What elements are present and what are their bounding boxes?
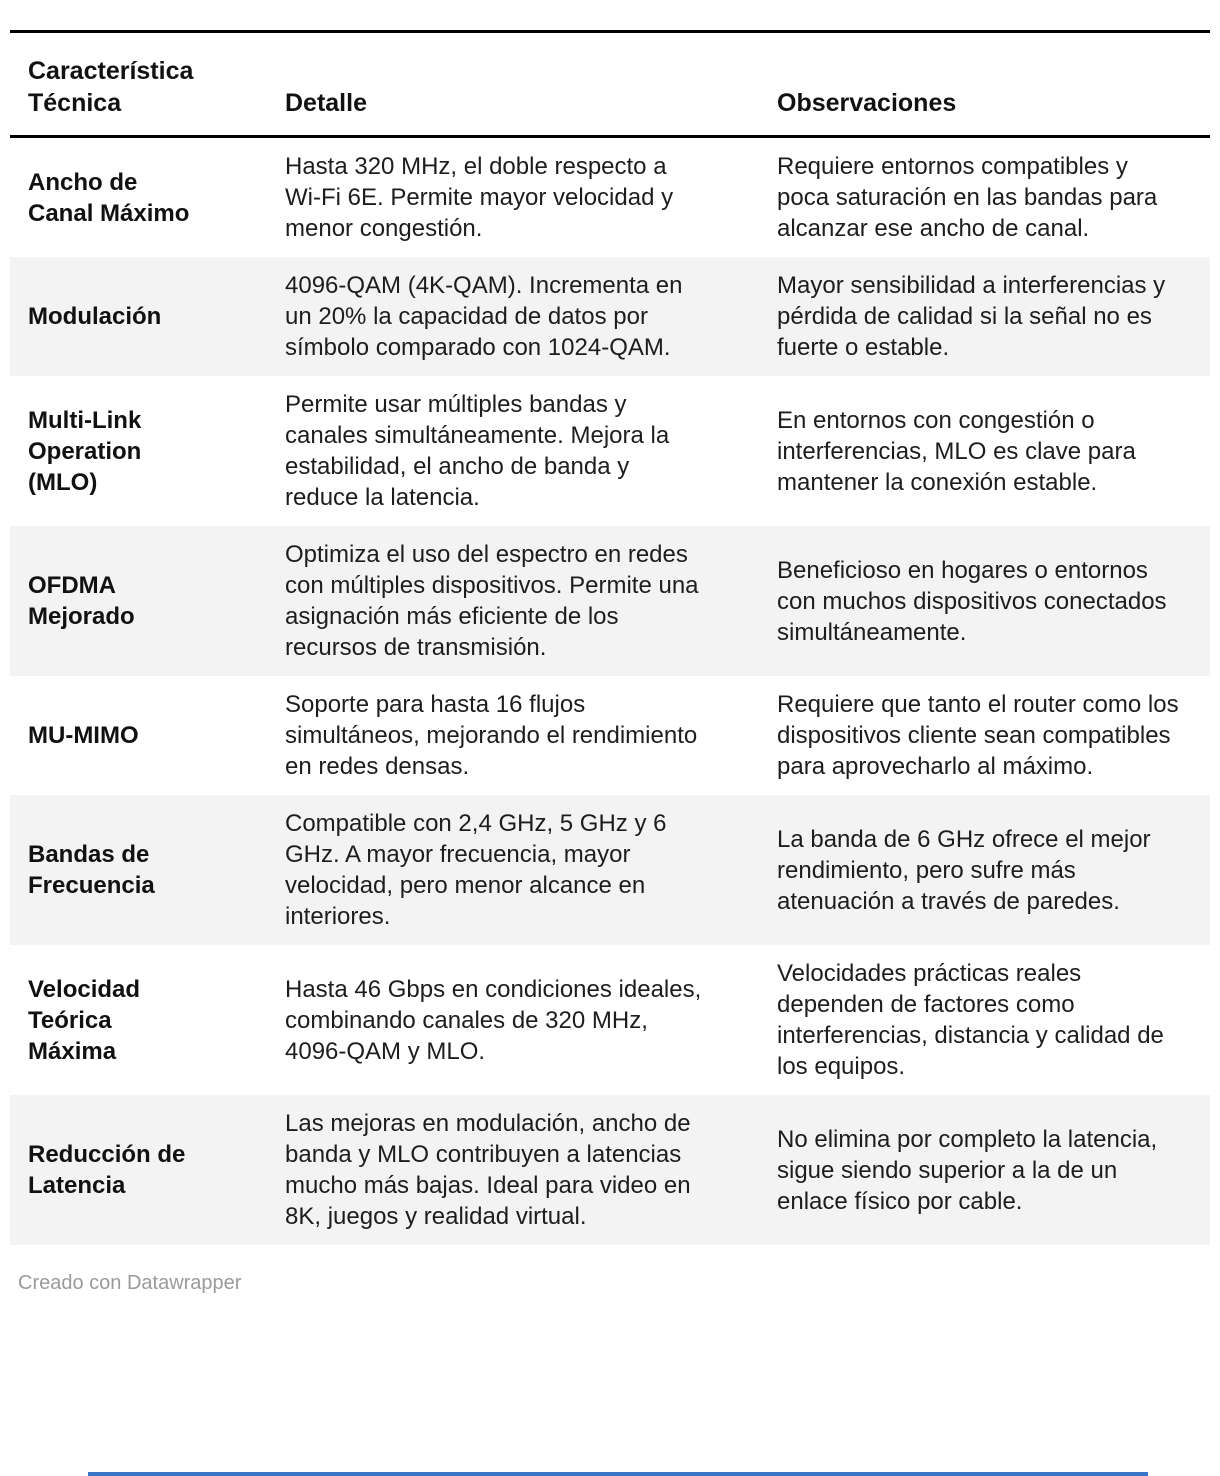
wifi7-features-table bbox=[10, 30, 1210, 1245]
table-body bbox=[10, 137, 1210, 1246]
table-row bbox=[10, 795, 1210, 945]
feature-cell: Multi-Link Operation (MLO) bbox=[28, 406, 142, 496]
table-row bbox=[10, 526, 1210, 676]
feature-cell: OFDMA Mejorado bbox=[28, 572, 135, 630]
observation-cell: Requiere entornos compatibles y poca saturación en las bandas para alcanzar ese ancho de canal. bbox=[777, 153, 1158, 242]
column-header-detalle: Detalle bbox=[285, 32, 777, 137]
feature-cell: Modulación bbox=[28, 303, 162, 330]
detail-cell: Las mejoras en modulación, ancho de banda y MLO contribuyen a latencias mucho más bajas. Ideal para video en 8K, juegos y realidad virtual. bbox=[285, 1110, 691, 1230]
observation-cell: Velocidades prácticas reales dependen de factores como interferencias, distancia y calidad de los equipos. bbox=[777, 960, 1164, 1080]
detail-cell: Hasta 46 Gbps en condiciones ideales, combinando canales de 320 MHz, 4096-QAM y MLO. bbox=[285, 975, 702, 1065]
footer bbox=[18, 1271, 1210, 1295]
detail-cell: Hasta 320 MHz, el doble respecto a Wi-Fi 6E. Permite mayor velocidad y menor congestión. bbox=[285, 153, 674, 242]
detail-cell: Soporte para hasta 16 flujos simultáneos, mejorando el rendimiento en redes densas. bbox=[285, 691, 698, 780]
feature-cell: MU-MIMO bbox=[28, 722, 139, 749]
attribution-link[interactable]: Creado con Datawrapper bbox=[18, 1272, 242, 1294]
feature-cell: Reducción de Latencia bbox=[28, 1141, 186, 1199]
feature-cell: Ancho de Canal Máximo bbox=[28, 168, 190, 227]
observation-cell: En entornos con congestión o interferencias, MLO es clave para mantener la conexión estable. bbox=[777, 406, 1136, 496]
table-row bbox=[10, 1095, 1210, 1245]
table-row bbox=[10, 257, 1210, 376]
header-row bbox=[10, 32, 1210, 137]
detail-cell: Compatible con 2,4 GHz, 5 GHz y 6 GHz. A mayor frecuencia, mayor velocidad, pero menor alcance en interiores. bbox=[285, 810, 667, 930]
feature-cell: Velocidad Teórica Máxima bbox=[28, 975, 141, 1065]
table-row bbox=[10, 376, 1210, 526]
detail-cell: Permite usar múltiples bandas y canales simultáneamente. Mejora la estabilidad, el ancho de banda y reduce la latencia. bbox=[285, 391, 670, 511]
observation-cell: No elimina por completo la latencia, sigue siendo superior a la de un enlace físico por cable. bbox=[777, 1125, 1158, 1215]
observation-cell: La banda de 6 GHz ofrece el mejor rendimiento, pero sufre más atenuación a través de paredes. bbox=[777, 825, 1151, 915]
table-row bbox=[10, 945, 1210, 1095]
feature-cell: Bandas de Frecuencia bbox=[28, 841, 155, 899]
column-header-observaciones: Observaciones bbox=[777, 32, 1210, 137]
observation-cell: Beneficioso en hogares o entornos con muchos dispositivos conectados simultáneamente. bbox=[777, 556, 1167, 646]
observation-cell: Mayor sensibilidad a interferencias y pérdida de calidad si la señal no es fuerte o estable. bbox=[777, 272, 1166, 361]
table-row bbox=[10, 676, 1210, 795]
detail-cell: 4096-QAM (4K-QAM). Incrementa en un 20% la capacidad de datos por símbolo comparado con 1024-QAM. bbox=[285, 272, 683, 361]
detail-cell: Optimiza el uso del espectro en redes con múltiples dispositivos. Permite una asignación más eficiente de los recursos de transmisión. bbox=[285, 541, 699, 661]
column-header-caracteristica-tecnica: Característica Técnica bbox=[10, 32, 285, 137]
table-row bbox=[10, 137, 1210, 258]
observation-cell: Requiere que tanto el router como los dispositivos cliente sean compatibles para aprovecharlo al máximo. bbox=[777, 691, 1179, 780]
bottom-blue-bar bbox=[88, 1472, 1148, 1476]
